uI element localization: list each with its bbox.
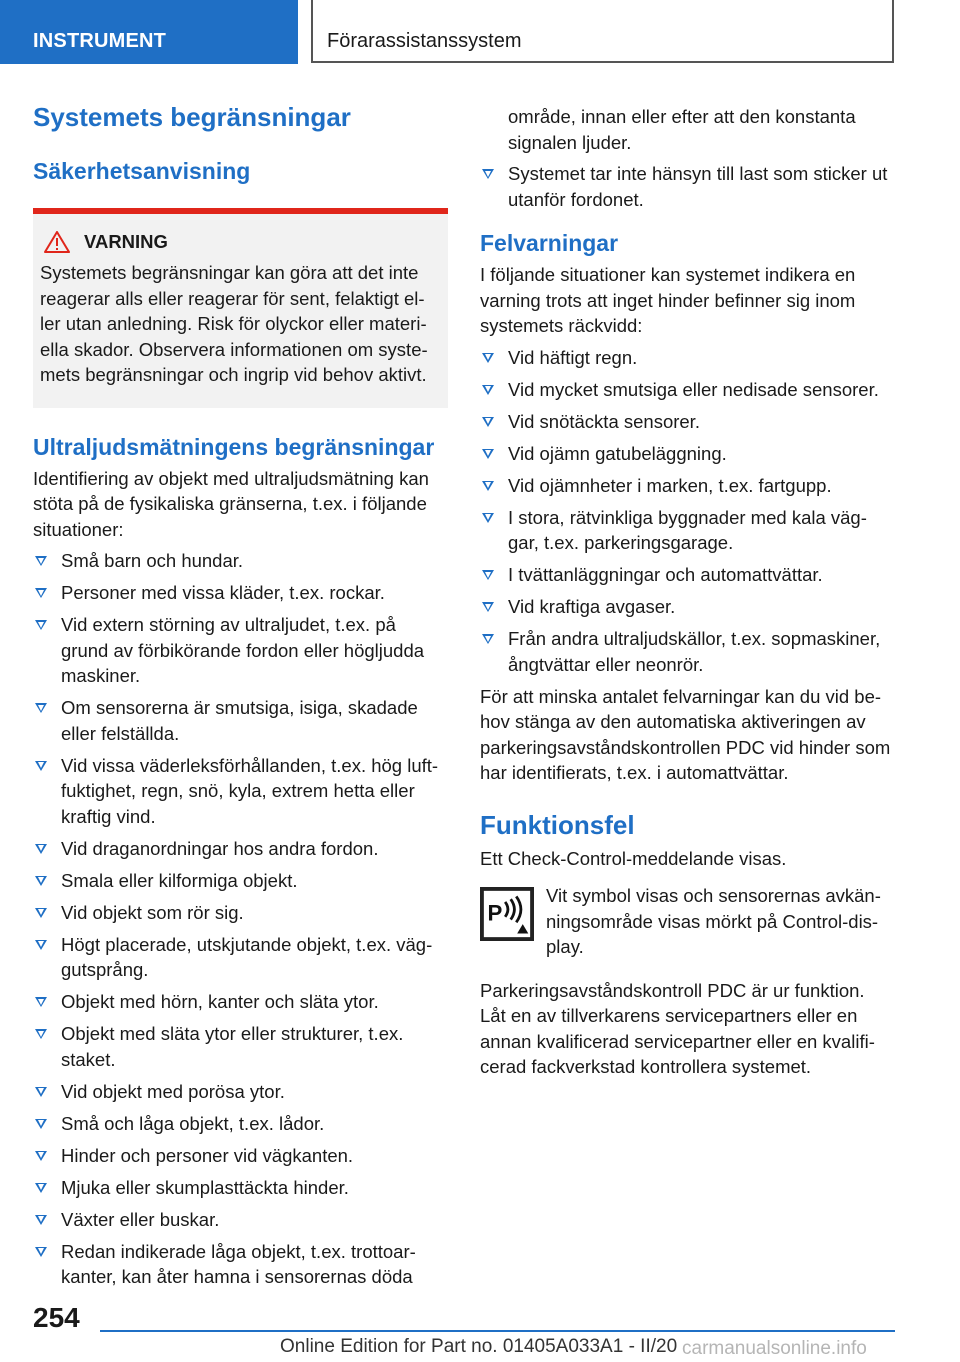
list-item-text: Systemet tar inte hänsyn till last som sticker ut utanför fordonet.: [508, 163, 888, 210]
list-item-text: I stora, rätvinkliga byggnader med kala väg-gar, t.ex. parkeringsgarage.: [508, 506, 867, 553]
list-item: [480, 562, 895, 588]
list-item-text: Växter eller buskar.: [61, 1208, 220, 1230]
pdc-symbol-row: [480, 883, 895, 960]
list-item: [480, 473, 895, 499]
pdc-sensor-icon: [480, 887, 534, 941]
list-item: [33, 836, 448, 862]
triangle-bullet-icon: [35, 876, 47, 886]
triangle-bullet-icon: [482, 169, 494, 179]
ultrasound-limitations-list: [33, 548, 448, 1290]
list-item-text: Om sensorerna är smutsiga, isiga, skadade eller felställda.: [61, 697, 418, 744]
list-item-text: Vid snötäckta sensorer.: [508, 410, 700, 432]
list-item: [480, 161, 895, 212]
footer-divider: [100, 1330, 895, 1332]
list-item-text: Mjuka eller skumplasttäckta hinder.: [61, 1176, 349, 1198]
continued-list: [480, 161, 895, 212]
triangle-bullet-icon: [35, 940, 47, 950]
footer-edition: Online Edition for Part no. 01405A033A1 - II/20: [280, 1336, 678, 1357]
false-warnings-list: [480, 345, 895, 678]
svg-text:P: P: [487, 900, 503, 926]
list-item-text: Vid extern störning av ultraljudet, t.ex. på grund av förbikörande fordon eller högljudda maskiner.: [61, 614, 425, 686]
list-item: [33, 1143, 448, 1169]
list-item: [480, 505, 895, 556]
list-item-text: Objekt med släta ytor eller strukturer, t.ex. staket.: [61, 1023, 404, 1070]
list-item: [480, 626, 895, 677]
list-item-text: Smala eller kilformiga objekt.: [61, 869, 298, 891]
triangle-bullet-icon: [482, 513, 494, 523]
list-item: [33, 1175, 448, 1201]
list-item: [33, 548, 448, 574]
list-item: [33, 1111, 448, 1137]
list-item-text: Personer med vissa kläder, t.ex. rockar.: [61, 582, 385, 603]
warning-label: VARNING: [84, 231, 168, 252]
triangle-bullet-icon: [35, 997, 47, 1007]
list-item: [33, 695, 448, 746]
list-item: [33, 612, 448, 689]
triangle-bullet-icon: [35, 588, 47, 598]
list-item: [480, 594, 895, 620]
list-item-text: Från andra ultraljudskällor, t.ex. sopmaskiner, ångtvättar eller neonrör.: [508, 628, 881, 675]
section-false-warnings-intro: I följande situationer kan systemet indikera en varning trots att inget hinder befinner sig inom systemets räckvidd:: [480, 264, 856, 336]
list-item-text: Objekt med hörn, kanter och släta ytor.: [61, 991, 379, 1012]
triangle-bullet-icon: [35, 1151, 47, 1161]
triangle-bullet-icon: [35, 908, 47, 918]
triangle-bullet-icon: [35, 1087, 47, 1097]
triangle-bullet-icon: [35, 620, 47, 630]
list-item: [33, 900, 448, 926]
header-chapter-box: [311, 0, 894, 63]
triangle-bullet-icon: [482, 353, 494, 363]
section-malfunction-intro: Ett Check-Control-meddelande visas.: [480, 847, 787, 869]
list-item: [480, 377, 895, 403]
triangle-bullet-icon: [35, 1215, 47, 1225]
continued-text: område, innan eller efter att den konstanta signalen ljuder.: [508, 106, 856, 153]
triangle-bullet-icon: [482, 481, 494, 491]
footer-watermark: carmanualsonline.info: [682, 1338, 867, 1359]
list-item-text: Vid draganordningar hos andra fordon.: [61, 837, 379, 859]
header-section-label: INSTRUMENT: [33, 30, 167, 52]
list-item: [33, 932, 448, 983]
list-item: [33, 1239, 448, 1290]
list-item: [33, 580, 448, 606]
list-item-text: Vid ojämn gatubeläggning.: [508, 442, 727, 464]
list-item: [33, 753, 448, 830]
triangle-bullet-icon: [35, 1119, 47, 1129]
section-malfunction-outro: Parkeringsavståndskontroll PDC är ur funktion. Låt en av tillverkarens servicepartners eller en annan kvalificerad servicepartner eller en kvalifi-cerad fackverkstad kontrollera systemet.: [480, 979, 875, 1077]
section-malfunction-title: Funktionsfel: [480, 809, 635, 840]
list-item: [480, 409, 895, 435]
section-false-warnings-title: Felvarningar: [480, 230, 619, 256]
warning-title: [44, 230, 440, 254]
section-ultrasound-intro: Identifiering av objekt med ultraljudsmätning kan stöta på de fysikaliska gränserna, t.ex. i följande situationer:: [33, 467, 429, 540]
triangle-bullet-icon: [482, 449, 494, 459]
left-column: [33, 100, 448, 1296]
section-ultrasound-title: Ultraljudsmätningens begränsningar: [33, 433, 435, 460]
list-item: [33, 1207, 448, 1233]
list-item: [33, 1079, 448, 1105]
page-title: Systemets begränsningar: [33, 102, 351, 132]
list-item-text: Vid mycket smutsiga eller nedisade sensorer.: [508, 378, 879, 400]
list-item-text: Vid objekt som rör sig.: [61, 901, 244, 923]
list-item-text: Vid ojämnheter i marken, t.ex. fartgupp.: [508, 474, 832, 496]
triangle-bullet-icon: [482, 417, 494, 427]
list-item-text: Hinder och personer vid vägkanten.: [61, 1144, 354, 1166]
page-number: 254: [33, 1302, 80, 1333]
list-item-text: Högt placerade, utskjutande objekt, t.ex. väg-gutsprång.: [61, 933, 433, 980]
list-item-text: Små barn och hundar.: [61, 550, 244, 571]
list-item: [480, 345, 895, 371]
list-item-text: Små och låga objekt, t.ex. lådor.: [61, 1112, 325, 1134]
warning-triangle-icon: [44, 231, 70, 253]
triangle-bullet-icon: [35, 844, 47, 854]
list-item: [33, 868, 448, 894]
right-column: [480, 104, 895, 1080]
triangle-bullet-icon: [482, 385, 494, 395]
header-chapter-label: Förarassistanssystem: [327, 30, 522, 52]
warning-box: [33, 208, 448, 408]
section-false-warnings-outro: För att minska antalet felvarningar kan du vid be-hov stänga av den automatiska aktiveringen av parkeringsavståndskontrollen PDC vid hinder som har identifierats, t.ex. i automattvättar.: [480, 685, 891, 783]
list-item-text: Redan indikerade låga objekt, t.ex. trottoar-kanter, kan åter hamna i sensorernas döda: [61, 1240, 416, 1287]
triangle-bullet-icon: [35, 1183, 47, 1193]
triangle-bullet-icon: [482, 570, 494, 580]
pdc-symbol-text: Vit symbol visas och sensorernas avkän-ningsområde visas mörkt på Control-dis-play.: [546, 885, 881, 957]
triangle-bullet-icon: [35, 556, 47, 566]
list-item-text: Vid vissa väderleksförhållanden, t.ex. hög luft-fuktighet, regn, snö, kyla, extrem hetta eller kraftig vind.: [61, 754, 439, 827]
list-item-text: Vid kraftiga avgaser.: [508, 596, 676, 617]
triangle-bullet-icon: [35, 1247, 47, 1257]
triangle-bullet-icon: [35, 703, 47, 713]
warning-text: Systemets begränsningar kan göra att det inte reagerar alls eller reagerar för sent, felaktigt el-ler utan anledning. Risk för olyckor eller materi-ella skador. Observera informationen om syste-mets begränsningar och ingrip vid behov aktivt.: [40, 262, 428, 385]
list-item: [480, 441, 895, 467]
list-item: [33, 1021, 448, 1072]
header-section-tab: [0, 0, 298, 64]
triangle-bullet-icon: [35, 761, 47, 771]
triangle-bullet-icon: [482, 634, 494, 644]
triangle-bullet-icon: [35, 1029, 47, 1039]
list-item-text: Vid häftigt regn.: [508, 346, 638, 368]
list-item-text: Vid objekt med porösa ytor.: [61, 1080, 285, 1102]
list-item: [33, 989, 448, 1015]
subtitle-safety: Säkerhetsanvisning: [33, 158, 251, 184]
list-item-text: I tvättanläggningar och automattvättar.: [508, 564, 823, 585]
triangle-bullet-icon: [482, 602, 494, 612]
